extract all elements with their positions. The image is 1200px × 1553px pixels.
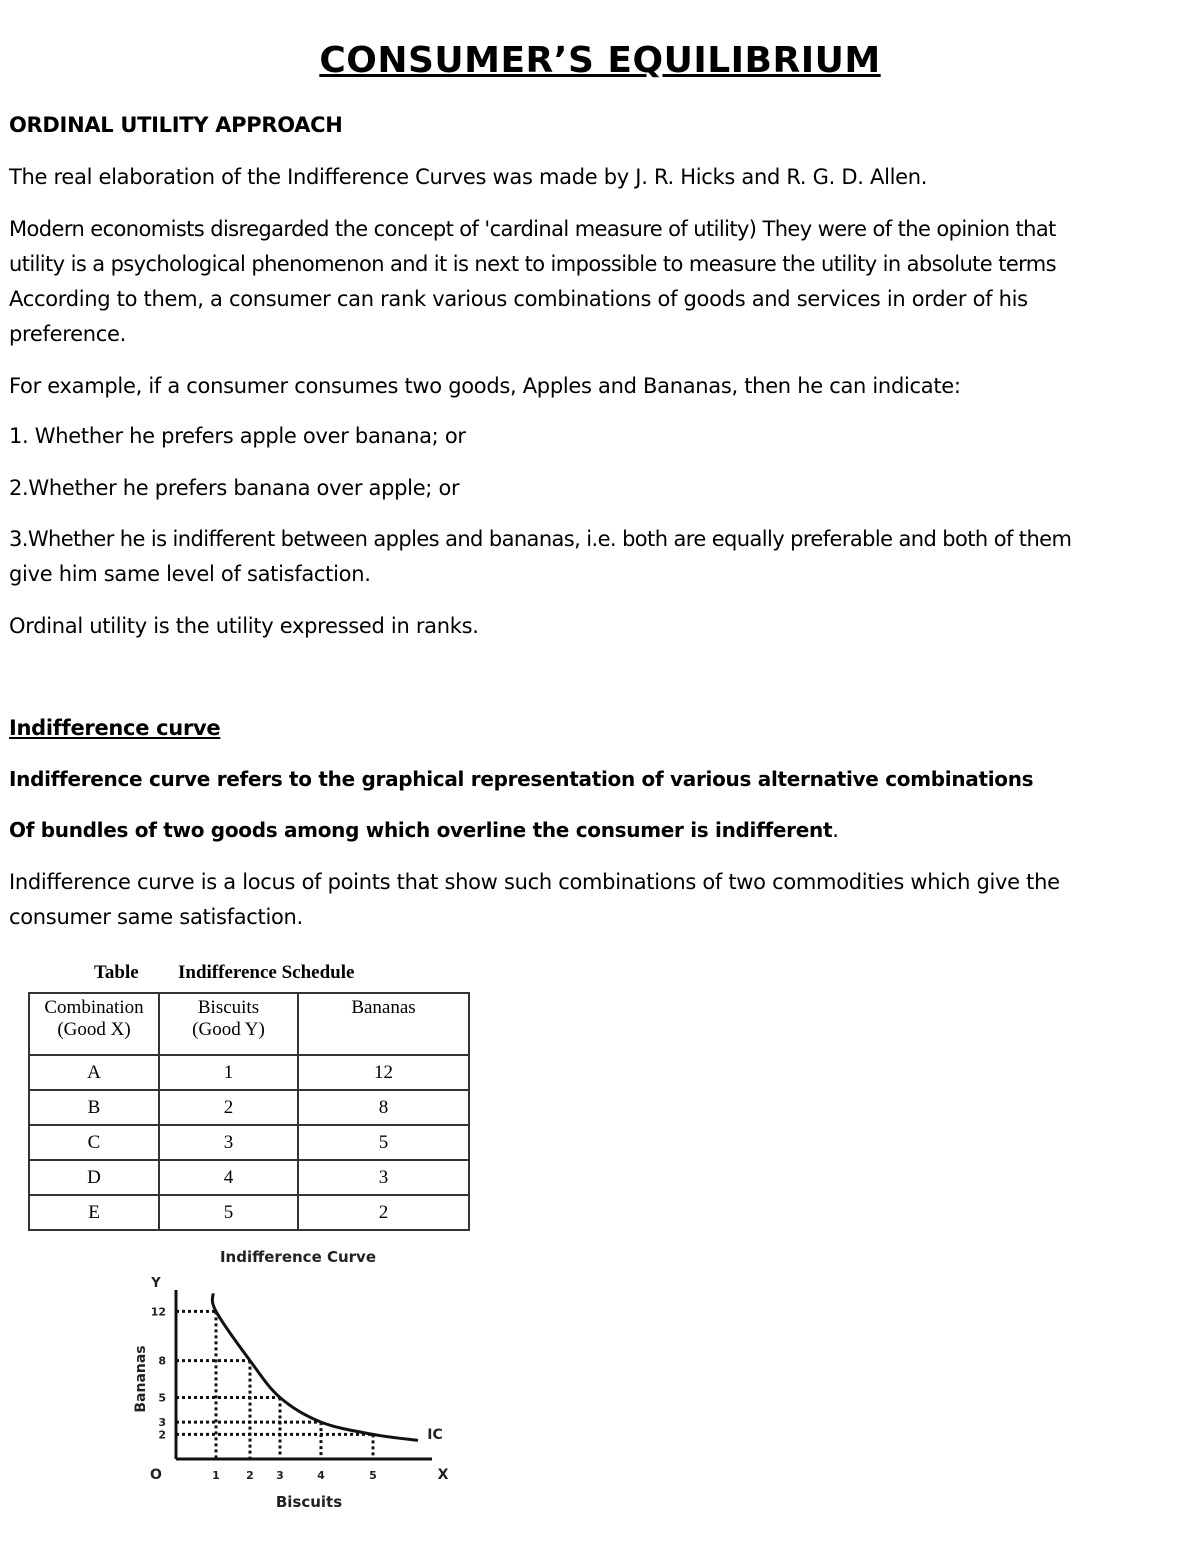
table-cell: 4 (159, 1160, 298, 1195)
y-axis-label: Bananas (133, 1345, 149, 1413)
table-cell: 8 (298, 1090, 469, 1125)
table-cell: C (29, 1125, 159, 1160)
table-cell: 5 (298, 1125, 469, 1160)
table-cell: A (29, 1055, 159, 1090)
y-tick-label: 3 (158, 1416, 166, 1430)
y-tick-label: 2 (158, 1428, 166, 1442)
text-line: preference. (9, 322, 126, 346)
table-cell: B (29, 1090, 159, 1125)
list-item-continuation: give him same level of satisfaction. (9, 562, 371, 586)
column-header-bananas (298, 993, 469, 1055)
ordinal-utility-paragraph: Ordinal utility is the utility expressed in ranks. (9, 614, 479, 638)
definition-text: Of bundles of two goods among which overline the consumer is indifferent (9, 818, 833, 842)
list-item: 2.Whether he prefers banana over apple; or (9, 476, 460, 500)
list-item: 1. Whether he prefers apple over banana; or (9, 424, 466, 448)
definition-line (9, 813, 1189, 848)
table-cell: 5 (159, 1195, 298, 1230)
x-tick-label: 5 (369, 1469, 377, 1482)
indifference-curve-heading: Indifference curve (9, 716, 221, 740)
table-row (29, 1055, 469, 1090)
x-tick-label: 2 (246, 1469, 254, 1482)
indifference-curve-line (212, 1293, 418, 1440)
header-text: Bananas (351, 997, 416, 1018)
text-line: utility is a psychological phenomenon and it is next to impossible to measure the utility in absolute terms (9, 252, 1057, 276)
definition-line: Indifference curve refers to the graphical representation of various alternative combinations (9, 767, 1034, 791)
page-title: CONSUMER’S EQUILIBRIUM (319, 40, 881, 81)
table-cell: 3 (159, 1125, 298, 1160)
table-row (29, 1090, 469, 1125)
x-tick-label: 1 (212, 1469, 220, 1482)
approach-heading: ORDINAL UTILITY APPROACH (9, 113, 343, 137)
table-cell: 1 (159, 1055, 298, 1090)
table-header-row (29, 993, 469, 1055)
hicks-paragraph: The real elaboration of the Indifference Curves was made by J. R. Hicks and R. G. D. Allen. (9, 165, 928, 189)
locus-line: consumer same satisfaction. (9, 905, 303, 929)
table-caption-title: Indifference Schedule (178, 962, 355, 983)
y-tick-label: 8 (158, 1354, 166, 1368)
chart-title: Indifference Curve (219, 1248, 377, 1266)
origin-label: O (150, 1467, 162, 1483)
example-paragraph: For example, if a consumer consumes two goods, Apples and Bananas, then he can indicate: (9, 374, 961, 398)
list-item: 3.Whether he is indifferent between apples and bananas, i.e. both are equally preferable and both of them (9, 527, 1072, 551)
x-axis-label: Biscuits (275, 1493, 343, 1511)
table-row (29, 1160, 469, 1195)
table-cell: E (29, 1195, 159, 1230)
text-line: Modern economists disregarded the concept of 'cardinal measure of utility) They were of the opinion that (9, 217, 1056, 241)
table-cell: 2 (298, 1195, 469, 1230)
column-header-combination (29, 993, 159, 1055)
table-cell: 12 (298, 1055, 469, 1090)
x-axis-letter: X (437, 1467, 449, 1483)
table-caption-label: Table (94, 962, 139, 983)
y-tick-label: 12 (150, 1305, 166, 1319)
indifference-schedule-table (28, 992, 470, 1231)
locus-line: Indifference curve is a locus of points that show such combinations of two commodities which give the (9, 870, 1060, 894)
table-row (29, 1125, 469, 1160)
header-text: Combination (Good X) (44, 997, 144, 1040)
x-tick-label: 3 (276, 1469, 284, 1482)
table-cell: 2 (159, 1090, 298, 1125)
column-header-biscuits (159, 993, 298, 1055)
table-cell: 3 (298, 1160, 469, 1195)
definition-period: . (832, 818, 839, 842)
header-text: Biscuits (Good Y) (192, 997, 265, 1040)
curve-label: IC (427, 1427, 443, 1443)
x-tick-label: 4 (317, 1469, 325, 1482)
indifference-curve-chart (120, 1240, 480, 1530)
text-line: According to them, a consumer can rank various combinations of goods and services in order of his (9, 287, 1028, 311)
table-cell: D (29, 1160, 159, 1195)
y-tick-label: 5 (158, 1391, 166, 1405)
y-axis-letter: Y (151, 1276, 161, 1291)
table-row (29, 1195, 469, 1230)
